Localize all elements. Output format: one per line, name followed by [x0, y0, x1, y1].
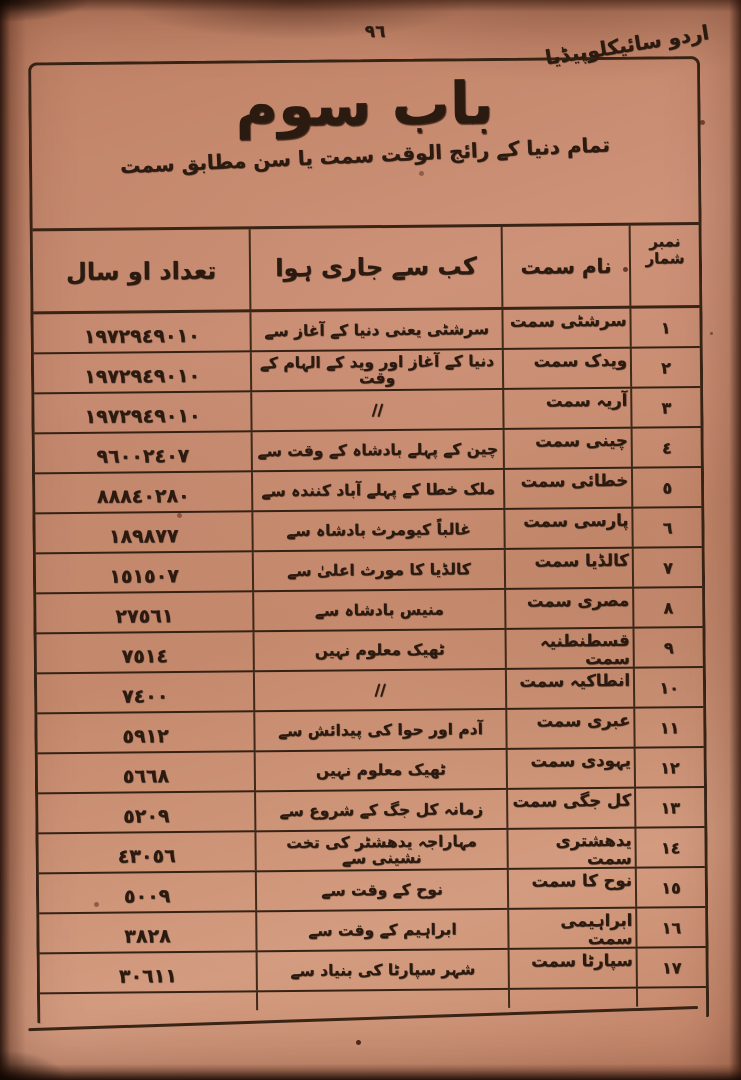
row-era-name: کالڈیا سمت	[504, 549, 632, 588]
table-row	[36, 588, 702, 634]
row-serial-number: ١٠	[633, 668, 703, 707]
book-title: اردو سائیکلوپیڈیا	[543, 20, 711, 70]
row-serial-number: ٩	[632, 628, 702, 667]
scan-edge-bottom	[0, 1064, 741, 1080]
table-row	[35, 428, 701, 474]
row-serial-number: ١١	[633, 708, 703, 747]
row-origin: منیس بادشاہ سے	[252, 590, 504, 630]
header-era-name: نام سمت	[501, 226, 630, 307]
row-era-name: سپارٹا سمت	[508, 949, 636, 988]
row-years-count: ٥٢٠٩	[122, 805, 170, 828]
chapter-heading-block	[31, 59, 699, 231]
table-row	[39, 908, 705, 954]
row-origin: آدم اور حوا کی پیدائش سے	[253, 710, 505, 750]
row-origin: ملک خطا کے پہلے آباد کنندہ سے	[251, 470, 503, 510]
row-serial-number: ٤	[631, 428, 701, 467]
row-serial-number: ١٣	[634, 788, 704, 827]
row-origin: دنیا کے آغاز اور وید کے الہام کے وقت	[250, 350, 502, 390]
row-serial-number: ١	[629, 308, 699, 347]
row-years-count: ١٩٧٢٩٤٩٠١٠	[84, 404, 201, 428]
row-serial-number: ٥	[631, 468, 701, 507]
header-origin: کب سے جاری ہوا	[249, 227, 502, 309]
row-serial-number: ١٦	[635, 908, 705, 947]
chapter-subtitle: تمام دنیا کے رائج الوقت سمت یا سن مطابق سمت	[119, 131, 611, 178]
header-serial-number: نمبر شمار	[629, 225, 700, 306]
row-era-name: سرشٹی سمت	[501, 309, 629, 348]
row-years-count: ٨٨٨٤٠٢٨٠	[96, 484, 190, 508]
empty-cell	[256, 990, 508, 1010]
table-row	[38, 788, 704, 834]
row-years-count: ٥٦٦٨	[122, 765, 170, 788]
row-era-name: آریہ سمت	[502, 389, 630, 428]
row-era-name: مصری سمت	[504, 589, 632, 628]
row-era-name: یدھشتری سمت	[506, 829, 634, 868]
row-era-name: یہودی سمت	[506, 749, 634, 788]
table-row	[34, 348, 700, 394]
empty-cell	[636, 988, 706, 1007]
row-era-name: خطائی سمت	[503, 469, 631, 508]
row-era-name: قسطنطنیہ سمت	[504, 629, 632, 668]
table-row	[33, 308, 699, 354]
scan-corner-bottom-left	[0, 1040, 90, 1080]
row-serial-number: ٢	[630, 348, 700, 387]
row-years-count: ١٩٧٢٩٤٩٠١٠	[83, 364, 201, 388]
page-number: ٩٦	[364, 22, 386, 42]
row-years-count: ٢٧٥٦١	[115, 605, 174, 628]
row-years-count: ٩٦٠٠٢٤٠٧	[96, 444, 190, 468]
table-body	[33, 308, 705, 994]
table-row	[34, 388, 700, 434]
row-serial-number: ٧	[632, 548, 702, 587]
row-years-count: ٥٩١٢	[122, 725, 169, 748]
row-serial-number: ١٤	[634, 828, 704, 867]
row-serial-number: ٣	[630, 388, 700, 427]
row-origin: ٹھیک معلوم نہیں	[253, 630, 505, 670]
row-origin: کالڈیا کا مورث اعلیٰ سے	[252, 550, 504, 590]
row-origin: نوح کے وقت سے	[255, 870, 507, 910]
table-row	[38, 748, 704, 794]
row-era-name: کل جگی سمت	[506, 789, 634, 828]
row-origin: غالباً کیومرث بادشاہ سے	[251, 510, 503, 550]
row-years-count: ٥٠٠٩	[123, 885, 171, 908]
content-frame	[28, 56, 709, 1023]
scan-edge-top	[0, 0, 741, 12]
row-years-count: ٧٥١٤	[121, 645, 169, 668]
row-origin: زمانہ کل جگ کے شروع سے	[254, 790, 506, 830]
table-row	[35, 508, 701, 554]
row-era-name: چینی سمت	[503, 429, 631, 468]
row-era-name: ابراہیمی سمت	[507, 909, 635, 948]
row-origin: سرشٹی یعنی دنیا کے آغاز سے	[249, 310, 501, 350]
scan-corner-top-left	[0, 0, 120, 30]
row-era-name: انطاکیہ سمت	[505, 669, 633, 708]
row-era-name: عبری سمت	[505, 709, 633, 748]
table-row	[38, 828, 704, 874]
empty-cell	[40, 992, 256, 1012]
row-era-name: نوح کا سمت	[507, 869, 635, 908]
row-years-count: ١٥١٥٠٧	[109, 565, 179, 588]
row-years-count: ٣٨٢٨	[124, 925, 171, 948]
row-serial-number: ٨	[632, 588, 702, 627]
row-years-count: ١٩٧٢٩٤٩٠١٠	[83, 324, 200, 348]
row-origin: //	[253, 670, 505, 710]
row-serial-number: ١٢	[634, 748, 704, 787]
row-years-count: ٧٤٠٠	[121, 685, 169, 708]
row-era-name: پارسی سمت	[503, 509, 631, 548]
empty-cell	[508, 989, 636, 1008]
table-row	[36, 548, 702, 594]
table-header-row	[33, 225, 700, 314]
row-origin: //	[250, 390, 502, 430]
row-origin: چین کے پہلے بادشاہ کے وقت سے	[251, 430, 503, 470]
table-row	[37, 708, 703, 754]
row-era-name: ویدک سمت	[502, 349, 630, 388]
row-origin: ابراہیم کے وقت سے	[255, 910, 507, 950]
row-serial-number: ١٧	[636, 948, 706, 987]
row-origin: مہاراجہ یدھشٹر کی تخت نشینی سے	[254, 830, 506, 870]
table-row	[35, 468, 701, 514]
row-years-count: ١٨٩٨٧٧	[108, 525, 179, 548]
row-serial-number: ١٥	[635, 868, 705, 907]
table-row	[37, 628, 703, 674]
table-row	[40, 948, 706, 994]
table-row	[37, 668, 703, 714]
row-serial-number: ٦	[631, 508, 701, 547]
row-years-count: ٣٠٦١١	[118, 965, 177, 988]
chapter-title: باب سوم	[235, 68, 494, 140]
row-origin: ٹھیک معلوم نہیں	[254, 750, 506, 790]
scan-edge-right	[729, 0, 741, 1080]
ink-specks	[0, 0, 3, 3]
row-years-count: ٤٣٠٥٦	[117, 845, 176, 868]
table-row	[39, 868, 705, 914]
scan-edge-left	[0, 0, 26, 1080]
row-origin: شہر سپارٹا کی بنیاد سے	[256, 950, 508, 990]
header-years-count: تعداد او سال	[65, 256, 217, 286]
